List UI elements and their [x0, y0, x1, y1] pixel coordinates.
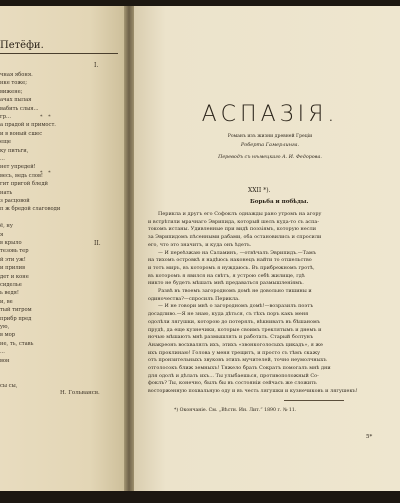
body-line: за Эврипидомъ пѣсенными рабами, оба остановились и спросили: [148, 234, 322, 241]
left-page-line: в мор: [0, 332, 16, 339]
body-line: и встрѣтили мрачнаго Эврипида, который шелъ куда-то съ аспа-: [148, 218, 320, 225]
left-page-line: нет упредей!: [0, 164, 36, 171]
left-page-line: не, ть, ставь: [0, 340, 34, 347]
body-line: прудѣ, да еще кузнечики, которые своимъ треклятымъ и днемъ и: [148, 326, 322, 333]
left-page-line: и в воный сшес: [0, 130, 43, 137]
left-page-line: ...: [0, 349, 5, 356]
section-number: I.: [94, 62, 99, 69]
left-page-line: и, ве: [0, 298, 13, 305]
left-page-line: еще: [0, 139, 11, 146]
chapter-number: XXII *).: [248, 187, 271, 194]
body-line: — И не говори мнѣ о загородномъ домѣ!—возразилъ поэтъ: [158, 303, 314, 310]
body-line: Анакреонъ восхвалялъ ихъ, этихъ «звонкоголосыхъ цикадъ», я же: [148, 341, 323, 348]
left-page-line: п ж бредой слаговоди: [0, 206, 61, 213]
body-line: фоклъ? Ты, конечно, былъ бы въ состояніи сейчасъ же сложить: [148, 380, 317, 387]
left-page-signature: Н. Гольвансв.: [60, 390, 100, 396]
body-line: Перикла и другъ его Софоклъ однажды рано утромъ на агору: [158, 211, 322, 217]
left-page: [0, 6, 128, 491]
left-page-line: вон: [0, 357, 10, 364]
left-page-line: а прадой и примост.: [0, 122, 56, 129]
separator-stars: * *: [40, 114, 53, 120]
article-title: АСПАЗІЯ.: [201, 102, 339, 127]
left-page-line: ую,: [0, 324, 10, 330]
left-page-line: прибр пред: [0, 315, 32, 322]
body-line: досадливо.—Я не знаю, куда дѣться, съ тѣхъ поръ какъ меня: [148, 311, 309, 318]
article-author: Роберта Гамерлинга.: [240, 142, 300, 148]
body-line: восторженную похвальную оду и въ честь лягушки и кузнечиковъ и лягушекъ!: [148, 388, 358, 395]
left-page-line: нке тоже;: [0, 80, 28, 87]
left-page-line: нать: [0, 189, 13, 196]
body-line: и тотъ миръ, въ которомъ я нуждаюсь. Въ прибрежномъ гротѣ,: [148, 264, 315, 271]
left-page-line: гр...: [0, 114, 11, 120]
body-line: его, что это значитъ, и куда онъ ѣдетъ.: [148, 241, 252, 248]
left-page-line: й эти уж!: [0, 256, 26, 263]
page-number: 5*: [366, 434, 373, 440]
left-page-line: ь ведя!: [0, 290, 20, 297]
body-line: Развѣ въ твоемъ загородномъ домѣ не довольно тишины и: [158, 288, 312, 294]
left-page-line: тезовь тер: [0, 248, 29, 255]
left-page-header: Петёфи.: [0, 40, 44, 51]
left-page-line: я: [0, 231, 4, 238]
left-page-line: ачах пылая: [0, 97, 32, 104]
footnote: *) Окончаніе. См. „Вѣстн. Ин. Лит.“ 1890 г. № 11.: [174, 408, 297, 413]
body-line: никто не будетъ мѣшать мнѣ предаваться размышленіямъ.: [148, 280, 304, 287]
footnote-rule: [284, 400, 344, 401]
body-line: токомъ истаны. Удивленные при видѣ поэзіямъ, которую несли: [148, 226, 317, 233]
section-number: II.: [94, 240, 101, 247]
left-page-line: вижене;: [0, 88, 23, 95]
body-line: для одолѣ и дѣлать ихъ... Ты улыбаешься, противоположный Со-: [148, 372, 319, 379]
body-line: на тихомъ островкѣ я надѣюсь наконецъ найти то отшельство: [148, 257, 312, 264]
body-line: — И переѣзжаю на Саламинъ, —отвѣчалъ Эврипидъ.—Тамъ: [158, 249, 317, 256]
left-page-line: тый тигром: [0, 307, 32, 314]
left-page-line: ё, ну: [0, 223, 13, 230]
left-page-line: чная ябоня.: [0, 72, 33, 78]
header-rule: [0, 53, 118, 54]
body-line: ночью мѣшаютъ мнѣ размышлять и работать. Старый болтунъ: [148, 334, 314, 341]
left-page-line: весь, ведь слов!: [0, 172, 44, 179]
body-line: въ которомъ я явился на свѣтъ, я устрою себѣ жилище, гдѣ: [148, 272, 305, 279]
left-page-line: вабить слыя...: [0, 105, 39, 112]
book-spread: [0, 6, 400, 491]
body-line: одиночества?—спросилъ Перикла.: [148, 295, 240, 302]
left-page-line: гит пригой бледй: [0, 181, 49, 188]
body-line: отъ пронзительныхъ звуковъ этихъ мучителей, точно неумолчныхъ: [148, 357, 327, 364]
book-gutter: [124, 6, 134, 491]
article-subtitle: Романъ изъ жизни древней Греціи: [227, 134, 313, 139]
left-page-line: сиделье: [0, 282, 22, 288]
body-line: одолѣли лягушки, которою до потерялъ, вѣкниватъ въ бѣшаномъ: [148, 318, 321, 325]
left-page-line: дет и коне: [0, 273, 29, 280]
left-page-line: и прилив: [0, 265, 26, 272]
translation-credit: Переводъ съ нѣмецкаго А. И. Федорова.: [218, 155, 322, 160]
separator-stars: * *: [40, 170, 53, 176]
section-title: Борьба и побѣды.: [250, 199, 309, 205]
body-line: отголосокъ ближ земныхъ! Тяжело брать Сократъ помогалъ мнѣ дни: [148, 365, 331, 371]
left-page-line: ...: [0, 156, 5, 162]
right-page: [134, 6, 400, 491]
body-line: ихъ проклинаю! Голова у меня трещитъ, и просто съ тѣмъ скажу: [148, 349, 321, 356]
left-page-line: в крыло: [0, 240, 22, 246]
left-page-line: сы сы,: [0, 382, 18, 389]
left-page-line: з расцовой: [0, 198, 30, 204]
left-page-line: ку питьги,: [0, 147, 29, 154]
